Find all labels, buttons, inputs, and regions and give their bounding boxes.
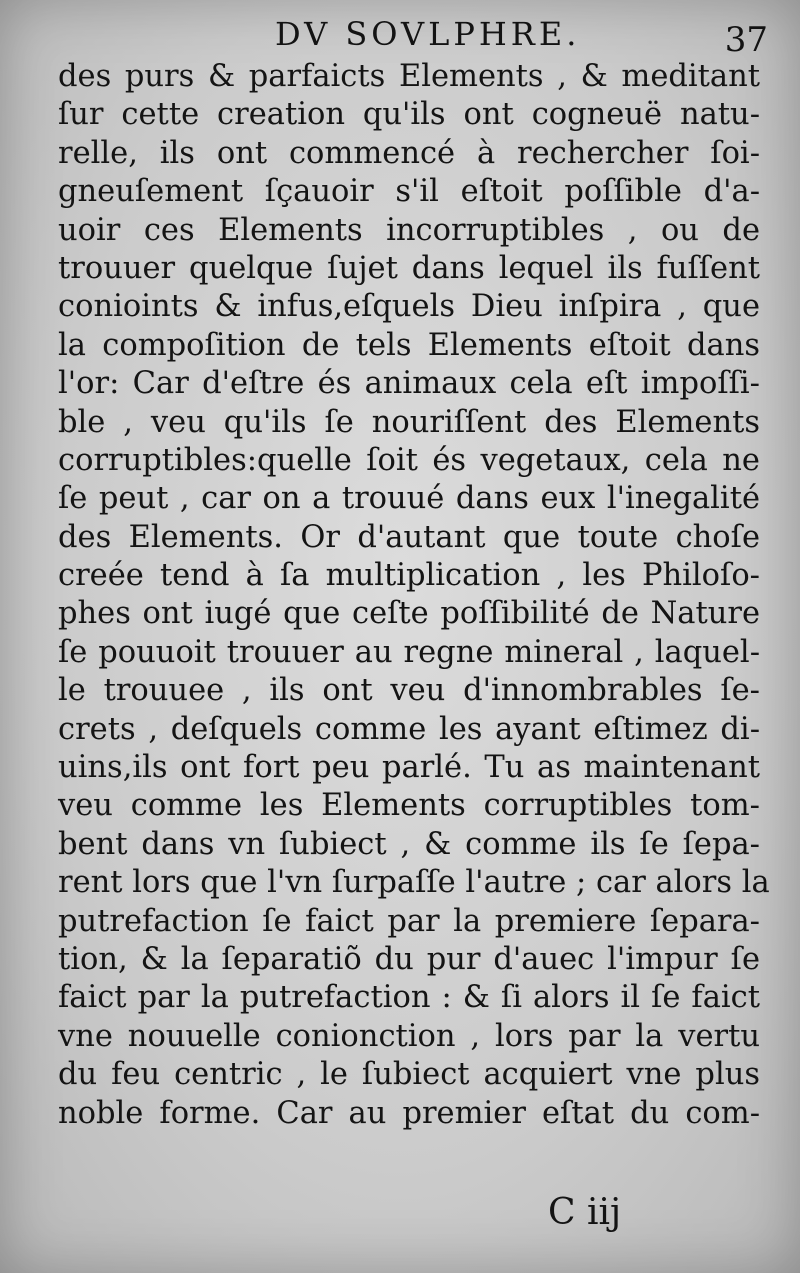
running-head: DV SOVLPHRE. (275, 15, 581, 53)
text-line: crets , deſquels comme les ayant eſtimez di- (58, 711, 760, 747)
text-line: faict par la putrefaction : & ſi alors il ſe faict (58, 980, 760, 1016)
text-line: bent dans vn ſubiect , & comme ils ſe ſepa- (58, 826, 760, 862)
text-line: ſe peut , car on a trouué dans eux l'inegalité (58, 481, 760, 517)
text-line: la compoſition de tels Elements eſtoit dans (58, 327, 760, 363)
text-line: veu comme les Elements corruptibles tom- (58, 788, 760, 824)
text-line: phes ont iugé que ceſte poſſibilité de Nature (58, 596, 760, 632)
text-line: conioints & infus,eſquels Dieu inſpira , que (58, 289, 760, 325)
page-footer (0, 1188, 800, 1238)
text-line: trouuer quelque ſujet dans lequel ils fuſſent (58, 250, 760, 286)
text-line: uoir ces Elements incorruptibles , ou de (58, 212, 760, 248)
text-line: ble , veu qu'ils ſe nouriſſent des Elements (58, 404, 760, 440)
text-line: relle, ils ont commencé à rechercher ſoi- (58, 135, 760, 171)
page-number: 37 (724, 20, 768, 60)
text-line: des Elements. Or d'autant que toute choſe (58, 519, 760, 555)
text-line: l'or: Car d'eſtre és animaux cela eſt impoſſi- (58, 366, 760, 402)
page-header (0, 12, 800, 60)
text-line: rent lors que l'vn ſurpaſſe l'autre ; car alors la (58, 865, 770, 901)
text-line: des purs & parfaicts Elements , & meditant (58, 59, 760, 94)
text-line: uins,ils ont fort peu parlé. Tu as maintenant (58, 750, 760, 786)
body-text (58, 58, 770, 1133)
text-line: putrefaction ſe faict par la premiere ſepara- (58, 903, 760, 939)
text-line: vne nouuelle conionction , lors par la vertu (58, 1018, 760, 1054)
text-line: gneuſement ſçauoir s'il eſtoit poſſible d'a- (58, 174, 760, 210)
text-line: tion, & la ſeparatiõ du pur d'auec l'impur ſe (58, 941, 760, 977)
text-line: du feu centric , le ſubiect acquiert vne plus (58, 1057, 760, 1093)
signature-mark: C iij (548, 1192, 622, 1233)
text-line: ſe pouuoit trouuer au regne mineral , laquel- (58, 634, 760, 670)
text-line: creée tend à ſa multiplication , les Philoſo- (58, 558, 760, 594)
text-line: le trouuee , ils ont veu d'innombrables ſe- (58, 673, 760, 709)
text-line: noble forme. Car au premier eſtat du com- (58, 1095, 760, 1131)
text-line: corruptibles:quelle ſoit és vegetaux, cela ne (58, 442, 760, 478)
text-line: ſur cette creation qu'ils ont cogneuë natu- (58, 97, 760, 133)
